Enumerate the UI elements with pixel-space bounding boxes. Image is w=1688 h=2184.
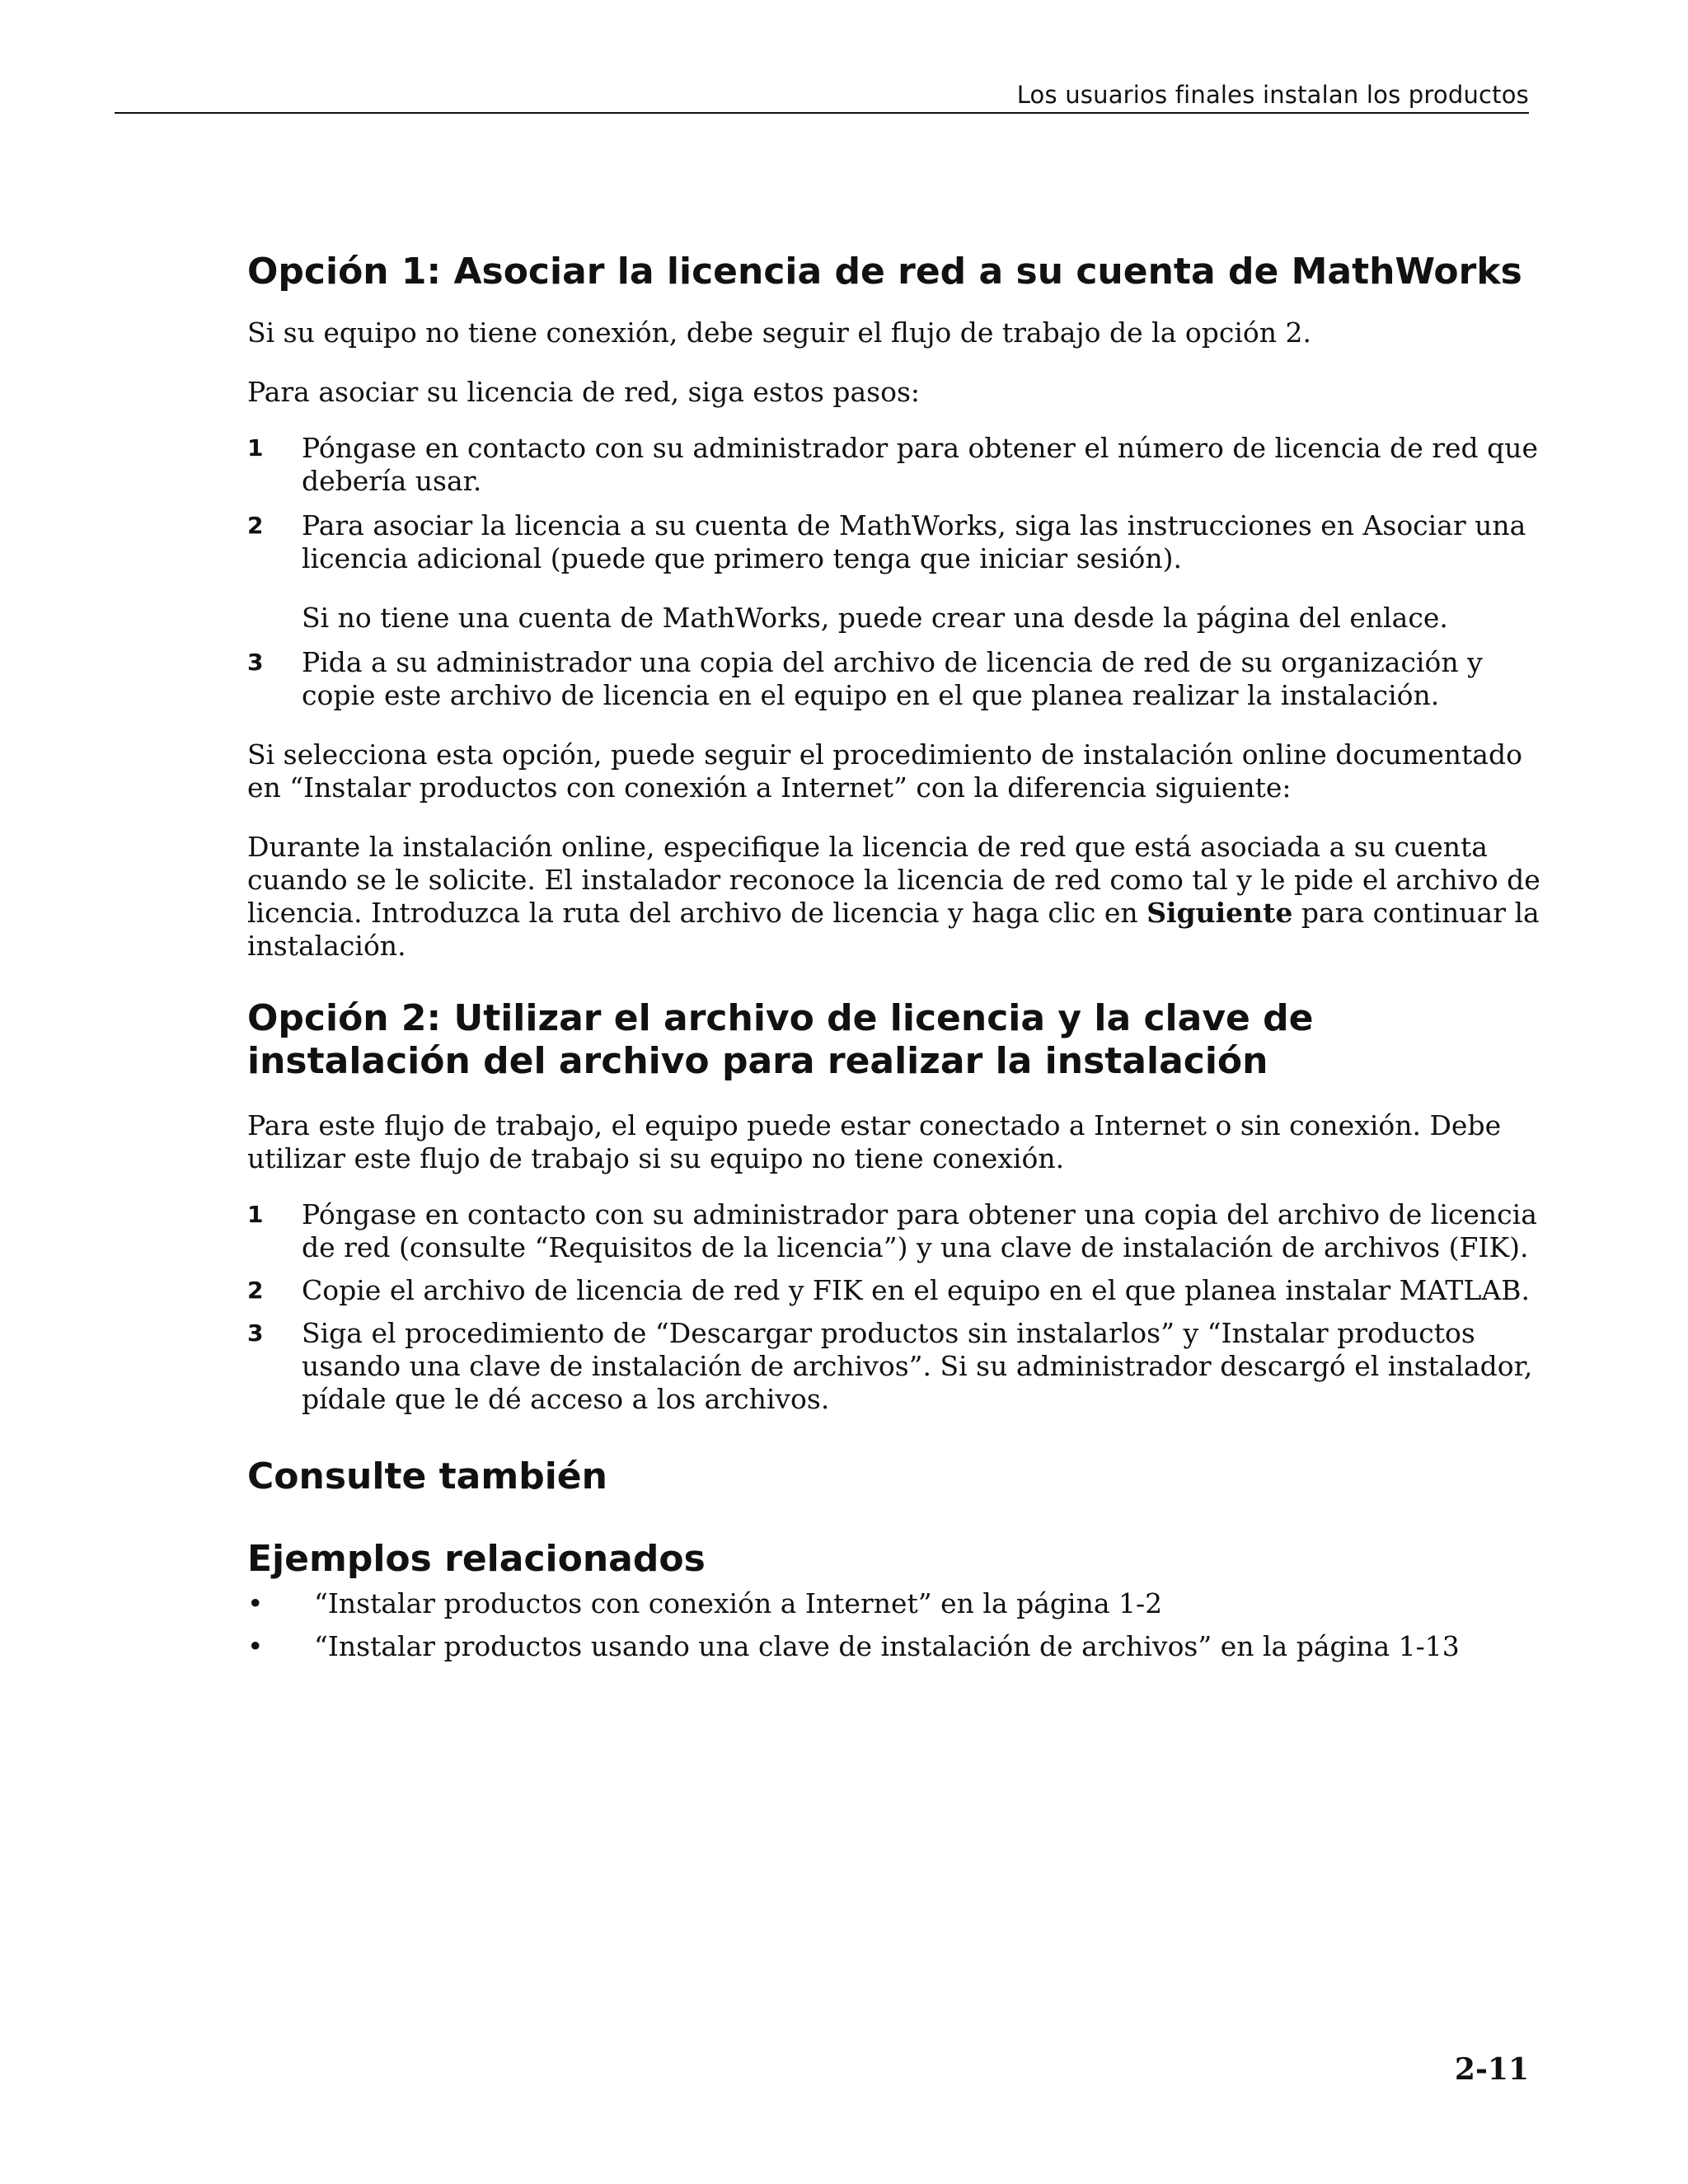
- see-also-heading: Consulte también: [247, 1455, 607, 1497]
- option1-final: [247, 831, 1541, 963]
- step-text: Para asociar la licencia a su cuenta de MathWorks, siga las instrucciones en Asociar una licencia adicional (puede que primero tenga que iniciar sesión).: [302, 509, 1526, 574]
- option1-heading: Opción 1: Asociar la licencia de red a su cuenta de MathWorks: [247, 251, 1522, 293]
- step-text: Póngase en contacto con su administrador para obtener una copia del archivo de licencia de red (consulte “Requisitos de la licencia”) y una clave de instalación de archivos (FIK).: [302, 1198, 1537, 1263]
- related-list: [247, 1587, 1541, 1663]
- option2-steps: [247, 1198, 1541, 1416]
- bullet: •: [247, 1630, 264, 1662]
- option2-step: [247, 1317, 1541, 1416]
- option2-step: [247, 1198, 1541, 1264]
- related-link[interactable]: [247, 1630, 1541, 1663]
- step-text: Pida a su administrador una copia del archivo de licencia de red de su organización y copie este archivo de licencia en el equipo en el que planea realizar la instalación.: [302, 646, 1483, 711]
- step-number: 2: [247, 1277, 264, 1304]
- option2-intro: Para este flujo de trabajo, el equipo puede estar conectado a Internet o sin conexión. Debe utilizar este flujo de trabajo si su equipo no tiene conexión.: [247, 1109, 1502, 1174]
- option1-step: [247, 646, 1541, 712]
- header-rule: [115, 112, 1529, 114]
- step-number: 2: [247, 512, 264, 539]
- final-text-end: para continuar la instalación.: [247, 897, 1540, 962]
- page-content: [247, 247, 1541, 1663]
- option1-steps: [247, 432, 1541, 712]
- related-heading: Ejemplos relacionados: [247, 1538, 706, 1580]
- page-number: 2-11: [1454, 2052, 1529, 2087]
- related-link-text: “Instalar productos usando una clave de instalación de archivos” en la página 1-13: [314, 1630, 1460, 1662]
- step-text: Póngase en contacto con su administrador para obtener el número de licencia de red que debería usar.: [302, 432, 1539, 497]
- step-text: Copie el archivo de licencia de red y FIK en el equipo en el que planea instalar MATLAB.: [302, 1274, 1530, 1306]
- step-text: Siga el procedimiento de “Descargar productos sin instalarlos” y “Instalar productos usando una clave de instalación de archivos”. Si su administrador descargó el instalador, pídale que le dé acceso a los archivos.: [302, 1317, 1533, 1415]
- step-number: 1: [247, 1201, 264, 1228]
- option1-steps-intro: Para asociar su licencia de red, siga estos pasos:: [247, 376, 921, 408]
- option1-step: [247, 509, 1541, 635]
- option1-intro: Si su equipo no tiene conexión, debe seguir el flujo de trabajo de la opción 2.: [247, 316, 1312, 349]
- related-link[interactable]: [247, 1587, 1541, 1620]
- related-link-text: “Instalar productos con conexión a Internet” en la página 1-2: [314, 1587, 1163, 1619]
- option1-after: Si selecciona esta opción, puede seguir el procedimiento de instalación online documentado en “Instalar productos con conexión a Internet” con la diferencia siguiente:: [247, 738, 1522, 804]
- option1-step: [247, 432, 1541, 498]
- step-number: 1: [247, 434, 264, 462]
- option2-heading: Opción 2: Utilizar el archivo de licencia y la clave de instalación del archivo para realizar la instalación: [247, 997, 1314, 1082]
- step-number: 3: [247, 1319, 264, 1347]
- final-text: Durante la instalación online, especifique la licencia de red que está asociada a su cuenta cuando se le solicite. El instalador reconoce la licencia de red como tal y le pide el archivo de licencia. Introduzca la ruta del archivo de licencia y haga clic en: [247, 831, 1540, 929]
- siguiente-label: Siguiente: [1146, 897, 1293, 929]
- step-number: 3: [247, 649, 264, 676]
- bullet: •: [247, 1587, 264, 1619]
- running-header: Los usuarios finales instalan los productos: [1016, 81, 1529, 109]
- step-note: Si no tiene una cuenta de MathWorks, puede crear una desde la página del enlace.: [302, 602, 1448, 634]
- option2-step: [247, 1274, 1541, 1307]
